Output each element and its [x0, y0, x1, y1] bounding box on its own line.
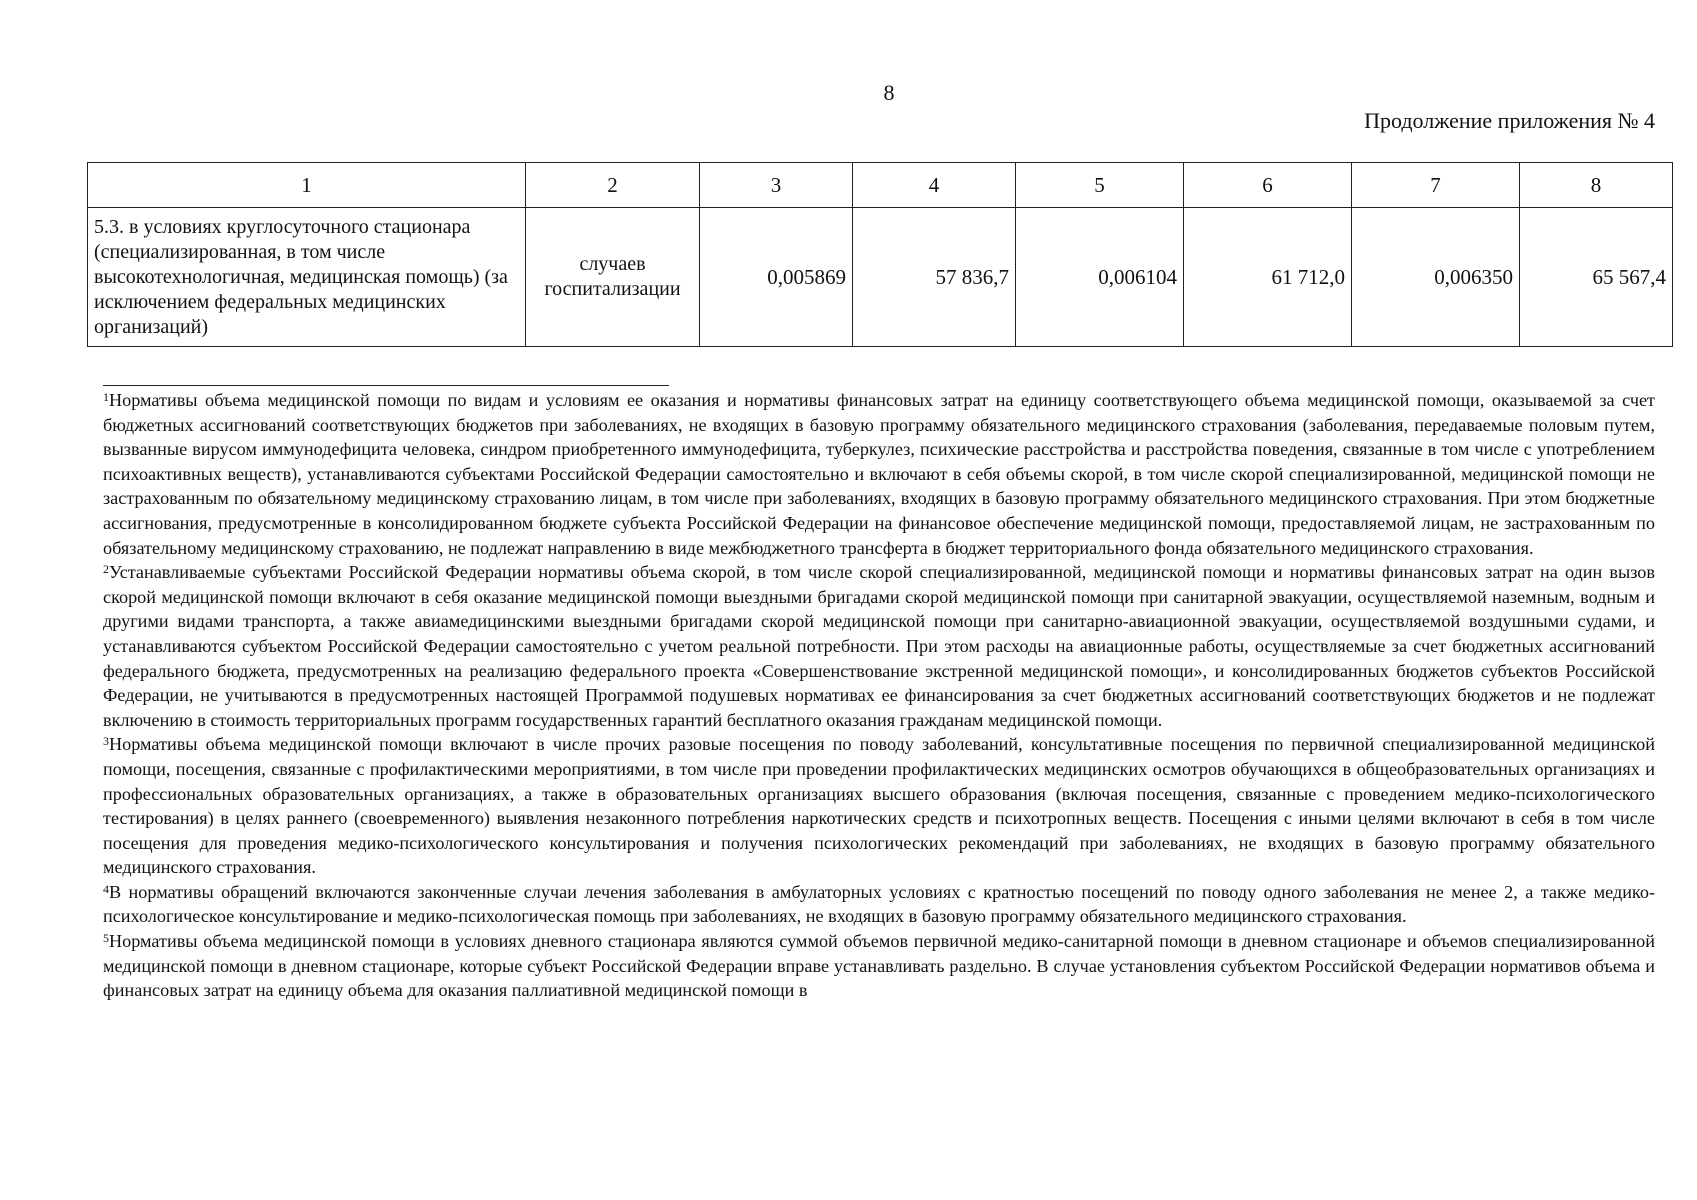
column-header: 3: [700, 163, 853, 208]
footnote-text: Нормативы объема медицинской помощи в условиях дневного стационара являются суммой объемов первичной медико-санитарной помощи в дневном стационаре и объемов специализированной медицинской помощи в дневном стационаре, которые субъект Российской Федерации вправе устанавливать раздельно. В случае установления субъектом Российской Федерации нормативов объема и финансовых затрат на единицу объема для оказания паллиативной медицинской помощи в: [103, 931, 1655, 1001]
footnote: [103, 732, 1655, 880]
row-unit-cell: случаев госпитализации: [526, 208, 700, 347]
table-cell: 61 712,0: [1184, 208, 1352, 347]
footnote-text: Нормативы объема медицинской помощи по видам и условиям ее оказания и нормативы финансовых затрат на единицу соответствующего объема медицинской помощи, оказываемой за счет бюджетных ассигнований соответствующих бюджетов при заболеваниях, не входящих в базовую программу обязательного медицинского страхования (заболевания, передаваемые половым путем, вызванные вирусом иммунодефицита человека, синдром приобретенного иммунодефицита, туберкулез, психические расстройства и расстройства поведения, связанные в том числе с употреблением психоактивных веществ), устанавливаются субъектами Российской Федерации самостоятельно и включают в себя объемы скорой, в том числе скорой специализированной, медицинской помощи не застрахованным по обязательному медицинскому страхованию лицам, в том числе при заболеваниях, входящих в базовую программу обязательного медицинского страхования. При этом бюджетные ассигнования, предусмотренные в консолидированном бюджете субъекта Российской Федерации на финансовое обеспечение медицинской помощи, предоставляемой лицам, не застрахованным по обязательному медицинскому страхованию, не подлежат направлению в виде межбюджетного трансферта в бюджет территориального фонда обязательного медицинского страхования.: [103, 390, 1655, 558]
table-cell: 65 567,4: [1520, 208, 1673, 347]
table-cell: 0,005869: [700, 208, 853, 347]
column-header: 4: [853, 163, 1016, 208]
column-header: 2: [526, 163, 700, 208]
footnote: [103, 880, 1655, 929]
column-header: 6: [1184, 163, 1352, 208]
footnote-mark: 5: [103, 931, 109, 946]
footnote-text: Устанавливаемые субъектами Российской Федерации нормативы объема скорой, в том числе скорой специализированной, медицинской помощи и нормативы финансовых затрат на один вызов скорой медицинской помощи включают в себя оказание медицинской помощи выездными бригадами скорой медицинской помощи при санитарной эвакуации, осуществляемой наземным, водным и другими видами транспорта, а также авиамедицинскими выездными бригадами скорой медицинской помощи при санитарно-авиационной эвакуации, осуществляемой воздушными судами, и устанавливаются субъектом Российской Федерации самостоятельно с учетом реальной потребности. При этом расходы на авиационные работы, осуществляемые за счет бюджетных ассигнований федерального бюджета, предусмотренных на реализацию федерального проекта «Совершенствование экстренной медицинской помощи», и консолидированных бюджетов субъектов Российской Федерации, не учитываются в предусмотренных настоящей Программой подушевых нормативах ее финансирования за счет бюджетных ассигнований соответствующих бюджетов и не подлежат включению в стоимость территориальных программ государственных гарантий бесплатного оказания гражданам медицинской помощи.: [103, 562, 1655, 730]
table-cell: 0,006350: [1352, 208, 1520, 347]
footnote-text: Нормативы объема медицинской помощи включают в числе прочих разовые посещения по поводу заболеваний, консультативные посещения по первичной специализированной медицинской помощи, посещения, связанные с профилактическими мероприятиями, в том числе при проведении профилактических медицинских осмотров обучающихся в общеобразовательных организациях и профессиональных образовательных организациях, а также в образовательных организациях высшего образования (включая посещения, связанные с проведением медико-психологического тестирования) в целях раннего (своевременного) выявления незаконного потребления наркотических средств и психотропных веществ. Посещения с иными целями включают в себя в том числе посещения для проведения медико-психологического консультирования и получения психологических рекомендаций при заболеваниях, не входящих в базовую программу обязательного медицинского страхования.: [103, 734, 1655, 878]
column-header: 5: [1016, 163, 1184, 208]
column-header: 8: [1520, 163, 1673, 208]
column-header: 7: [1352, 163, 1520, 208]
table-cell: 57 836,7: [853, 208, 1016, 347]
norms-table: [87, 162, 1673, 347]
table-header-row: [88, 163, 1673, 208]
footnote-text: В нормативы обращений включаются законченные случаи лечения заболевания в амбулаторных условиях с кратностью посещений по поводу одного заболевания не менее 2, а также медико-психологическое консультирование и медико-психологическая помощь при заболеваниях, не входящих в базовую программу обязательного медицинского страхования.: [103, 881, 1655, 927]
footnote-mark: 1: [103, 390, 109, 404]
footnote-mark: 2: [103, 562, 109, 577]
footnote-mark: 4: [103, 881, 109, 896]
row-name-cell: 5.3. в условиях круглосуточного стационара (специализированная, в том числе высокотехнологичная, медицинская помощь) (за исключением федеральных медицинских организаций): [88, 208, 526, 347]
footnote: [103, 929, 1655, 1003]
column-header: 1: [88, 163, 526, 208]
table-row: [88, 208, 1673, 347]
table-cell: 0,006104: [1016, 208, 1184, 347]
appendix-label: Продолжение приложения № 4: [1364, 108, 1655, 133]
footnotes: [103, 388, 1655, 1003]
page-number: 8: [883, 80, 895, 105]
footnote: [103, 560, 1655, 732]
footnote: [103, 388, 1655, 560]
footnote-mark: 3: [103, 734, 109, 749]
footnote-separator: [103, 385, 669, 386]
